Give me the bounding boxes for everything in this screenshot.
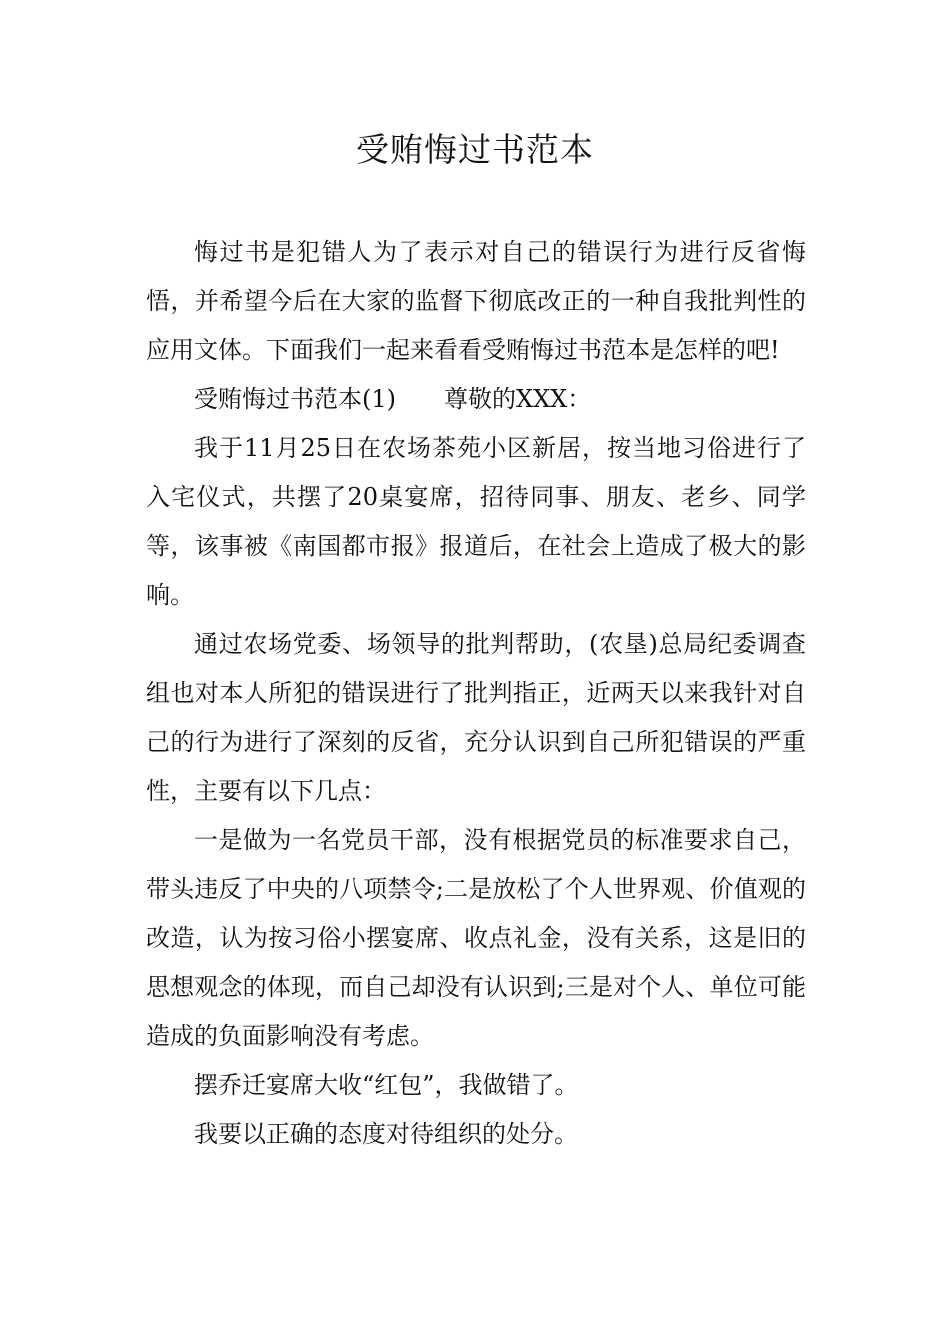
paragraph-acceptance: 我要以正确的态度对待组织的处分。 [194, 1120, 578, 1148]
document-body [146, 228, 806, 1159]
paragraph-points: 一是做为一名党员干部，没有根据党员的标准要求自己，带头违反了中央的八项禁令;二是放松了个人世界观、价值观的改造，认为按习俗小摆宴席、收点礼金，没有关系，这是旧的思想观念的体现，而自己却没有认识到;三是对个人、单位可能造成的负面影响没有考虑。 [146, 826, 806, 1050]
paragraph-event: 我于11月25日在农场茶苑小区新居，按当地习俗进行了入宅仪式，共摆了20桌宴席，招待同事、朋友、老乡、同学等，该事被《南国都市报》报道后，在社会上造成了极大的影响。 [146, 434, 806, 609]
document-title: 受贿悔过书范本 [356, 130, 594, 169]
paragraph-reflection: 通过农场党委、场领导的批判帮助，(农垦)总局纪委调查组也对本人所犯的错误进行了批判指正，近两天以来我针对自己的行为进行了深刻的反省，充分认识到自己所犯错误的严重性，主要有以下几点： [146, 630, 806, 805]
paragraph-heading-salutation: 受贿悔过书范本(1) 尊敬的XXX： [194, 385, 592, 413]
paragraph-admission: 摆乔迁宴席大收“红包”，我做错了。 [194, 1071, 579, 1099]
paragraph-intro: 悔过书是犯错人为了表示对自己的错误行为进行反省悔悟，并希望今后在大家的监督下彻底改正的一种自我批判性的应用文体。下面我们一起来看看受贿悔过书范本是怎样的吧! [146, 238, 806, 364]
